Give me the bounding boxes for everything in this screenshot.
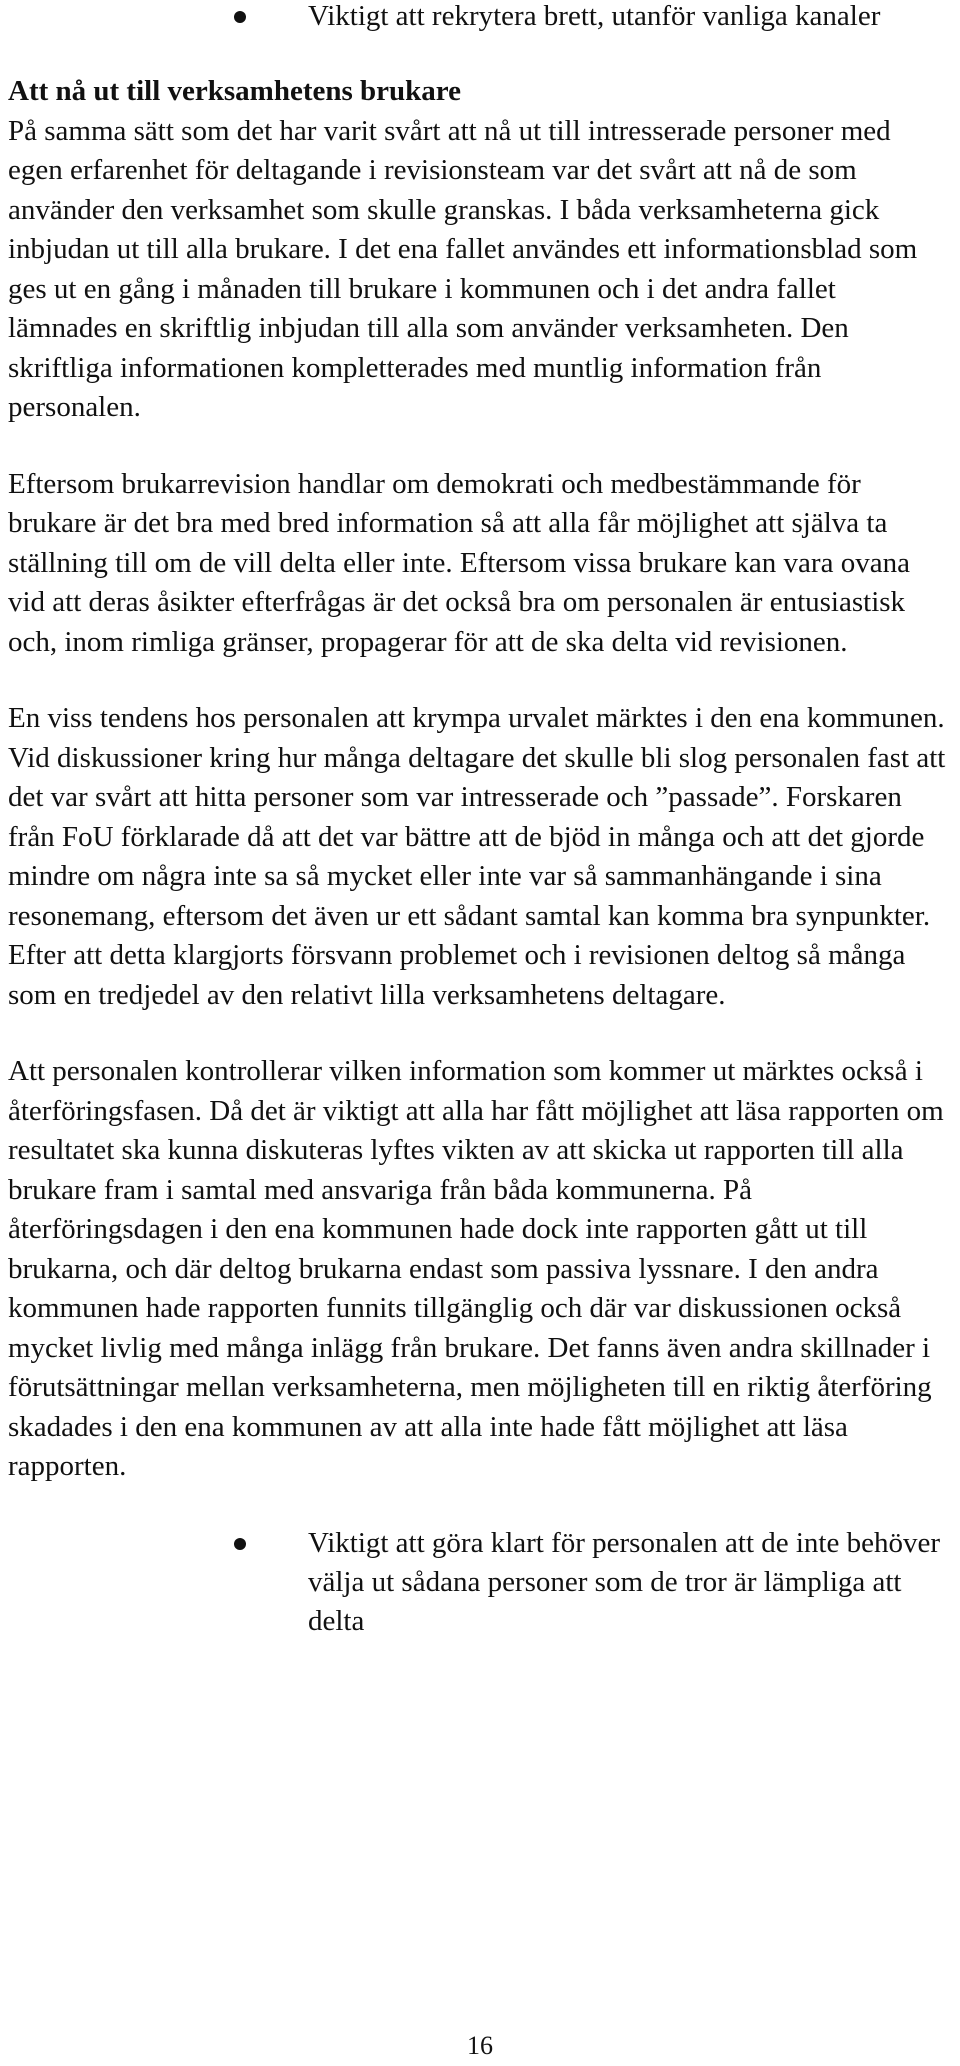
- paragraph-2: Eftersom brukarrevision handlar om demokrati och medbestämmande för brukare är det bra med bred information så att alla får möjlighet att själva ta ställning till om de vill delta eller inte. Eftersom vissa brukare kan vara ovana vid att deras åsikter efterfrågas är det också bra om personalen är entusiastisk och, inom rimliga gränser, propagerar för att de ska delta vid revisionen.: [8, 467, 910, 658]
- paragraph-3: En viss tendens hos personalen att krympa urvalet märktes i den ena kommunen. Vid diskussioner kring hur många deltagare det skulle bli slog personalen fast att det var svårt att hitta personer som var intresserade och ”passade”. Forskaren från FoU förklarade då att det var bättre att de bjöd in många och att det gjorde mindre om några inte sa så mycket eller inte var så sammanhängande i sina resonemang, eftersom det även ur ett sådant samtal kan komma bra synpunkter. Efter att detta klargjorts försvann problemet och i revisionen deltog så många som en tredjedel av den relativt lilla verksamhetens deltagare.: [8, 702, 946, 1011]
- bullet-dot-icon: [234, 1538, 246, 1550]
- bullet-item-recruit: [8, 0, 952, 36]
- bullet-item-staff: [8, 1524, 952, 1641]
- paragraph-4: Att personalen kontrollerar vilken information som kommer ut märktes också i återföringsfasen. Då det är viktigt att alla har fått möjlighet att läsa rapporten om resultatet ska kunna diskuteras lyftes vikten av att skicka ut rapporten till alla brukare fram i samtal med ansvariga från båda kommunerna. På återföringsdagen i den ena kommunen hade dock inte rapporten gått ut till brukarna, och där deltog brukarna endast som passiva lyssnare. I den andra kommunen hade rapporten funnits tillgänglig och där var diskussionen också mycket livlig med många inlägg från brukare. Det fanns även andra skillnader i förutsättningar mellan verksamheterna, men möjligheten till en riktig återföring skadades i den ena kommunen av att alla inte hade fått möjlighet att läsa rapporten.: [8, 1055, 944, 1482]
- paragraph-1: På samma sätt som det har varit svårt att nå ut till intresserade personer med egen erfarenhet för deltagande i revisionsteam var det svårt att nå de som använder den verksamhet som skulle granskas. I båda verksamheterna gick inbjudan ut till alla brukare. I det ena fallet användes ett informationsblad som ges ut en gång i månaden till brukare i kommunen och i det andra fallet lämnades en skriftlig inbjudan till alla som använder verksamheten. Den skriftliga informationen kompletterades med muntlig information från personalen.: [8, 114, 918, 423]
- section-heading: Att nå ut till verksamhetens brukare: [8, 75, 461, 107]
- document-page: [8, 0, 952, 1641]
- bullet-text: Viktigt att göra klart för personalen att de inte behöver välja ut sådana personer som de tror är lämpliga att delta: [308, 1526, 941, 1637]
- bullet-dot-icon: [234, 11, 246, 23]
- bullet-text: Viktigt att rekrytera brett, utanför vanliga kanaler: [308, 0, 881, 32]
- page-number: 16: [467, 2031, 493, 2060]
